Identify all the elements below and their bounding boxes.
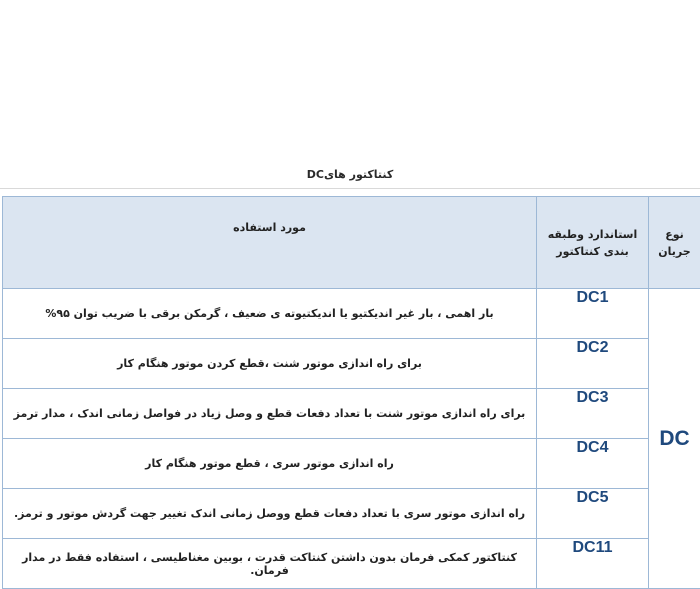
table-row [3, 289, 700, 339]
usage-cell: کنتاکتور کمکی فرمان بدون داشتن کنتاکت قدرت ، بوبین مغناطیسی ، استفاده فقط در مدار فرمان. [3, 539, 537, 589]
table-row [3, 489, 700, 539]
usage-cell: بار اهمی ، بار غیر اندیکتیو یا اندیکتیوته ی ضعیف ، گرمکن برقی با ضریب توان ۹۵% [3, 289, 537, 339]
table-row [3, 539, 700, 589]
header-current-type: نوع جریان [649, 197, 700, 289]
table-caption: کنتاکتور هایDC [0, 163, 700, 187]
usage-cell: راه اندازی موتور سری ، قطع موتور هنگام کار [3, 439, 537, 489]
contactor-table [2, 196, 700, 589]
caption-divider [0, 188, 700, 189]
header-row [3, 197, 700, 289]
category-cell: DC11 [537, 539, 649, 589]
table-row [3, 389, 700, 439]
table-row [3, 439, 700, 489]
category-cell: DC2 [537, 339, 649, 389]
category-cell: DC3 [537, 389, 649, 439]
table-row [3, 339, 700, 389]
category-cell: DC1 [537, 289, 649, 339]
category-cell: DC4 [537, 439, 649, 489]
usage-cell: برای راه اندازی موتور شنت ،قطع کردن موتور هنگام کار [3, 339, 537, 389]
header-usage: مورد استفاده [3, 197, 537, 289]
usage-cell: راه اندازی موتور سری با تعداد دفعات قطع ووصل زمانی اندک تغییر جهت گردش موتور و ترمز. [3, 489, 537, 539]
usage-cell: برای راه اندازی موتور شنت با تعداد دفعات قطع و وصل زیاد در فواصل زمانی اندک ، مدار ترمز [3, 389, 537, 439]
header-category: استاندارد وطبقه بندی کنتاکتور [537, 197, 649, 289]
category-cell: DC5 [537, 489, 649, 539]
current-type-cell: DC [649, 289, 700, 589]
